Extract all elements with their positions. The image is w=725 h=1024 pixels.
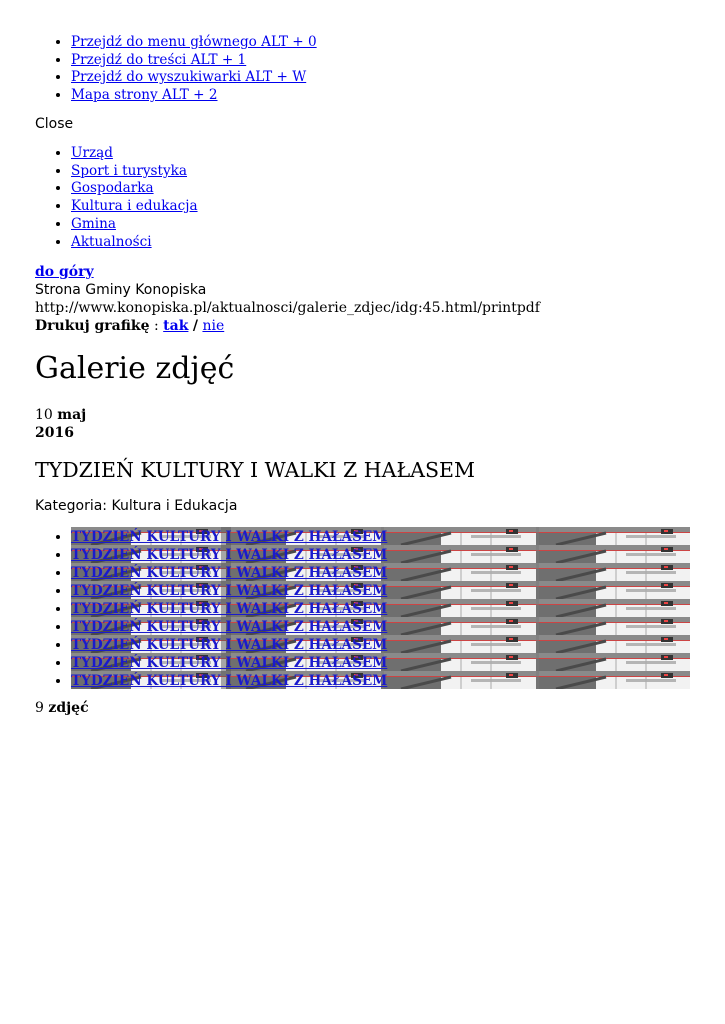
gallery-item-link[interactable]: TYDZIEŃ KULTURY I WALKI Z HAŁASEM: [71, 565, 388, 581]
date-day: 10: [35, 407, 53, 423]
nav-item: [71, 234, 198, 252]
nav-item: [71, 198, 198, 216]
list-item: [71, 618, 411, 636]
nav-item: [71, 145, 198, 163]
list-item: [71, 654, 411, 672]
photo-gallery: [35, 527, 690, 689]
gallery-item-link[interactable]: TYDZIEŃ KULTURY I WALKI Z HAŁASEM: [71, 547, 388, 563]
gallery-item-link[interactable]: TYDZIEŃ KULTURY I WALKI Z HAŁASEM: [71, 583, 388, 599]
article-date: [35, 406, 86, 442]
print-yes-link[interactable]: [163, 318, 188, 334]
article-category: Kategoria: Kultura i Edukacja: [35, 498, 238, 514]
nav-link-aktualnosci[interactable]: Aktualności: [71, 233, 152, 250]
list-item: [71, 582, 411, 600]
list-item: [71, 564, 411, 582]
nav-link-sport[interactable]: Sport i turystyka: [71, 162, 188, 179]
print-slash: /: [192, 318, 198, 334]
gallery-item-link[interactable]: TYDZIEŃ KULTURY I WALKI Z HAŁASEM: [71, 529, 388, 545]
sitemap-link[interactable]: Mapa strony ALT + 2: [71, 87, 218, 104]
article-title: TYDZIEŃ KULTURY I WALKI Z HAŁASEM: [35, 458, 475, 482]
nav-link-gospodarka[interactable]: Gospodarka: [71, 180, 154, 197]
gallery-item-link[interactable]: TYDZIEŃ KULTURY I WALKI Z HAŁASEM: [71, 673, 388, 689]
nav-link-kultura[interactable]: Kultura i edukacja: [71, 198, 198, 215]
close-button[interactable]: Close: [35, 116, 74, 132]
gallery-item-link[interactable]: TYDZIEŃ KULTURY I WALKI Z HAŁASEM: [71, 619, 388, 635]
date-year: 2016: [35, 425, 74, 441]
print-header: [35, 263, 540, 335]
nav-item: [71, 163, 198, 181]
print-yes-label: tak: [163, 318, 189, 334]
gallery-item-link[interactable]: TYDZIEŃ KULTURY I WALKI Z HAŁASEM: [71, 637, 388, 653]
photo-count-number: 9: [35, 700, 44, 716]
list-item: [71, 636, 411, 654]
skip-links: [35, 34, 317, 105]
list-item: [71, 600, 411, 618]
nav-item: [71, 180, 198, 198]
main-nav: [35, 145, 198, 251]
page-title: Galerie zdjęć: [35, 351, 235, 386]
gallery-item-link[interactable]: TYDZIEŃ KULTURY I WALKI Z HAŁASEM: [71, 601, 388, 617]
skip-link-item: [71, 34, 317, 52]
nav-item: [71, 216, 198, 234]
print-separator: :: [154, 318, 159, 334]
gallery-item-link[interactable]: TYDZIEŃ KULTURY I WALKI Z HAŁASEM: [71, 655, 388, 671]
skip-to-search-link[interactable]: Przejdź do wyszukiwarki ALT + W: [71, 69, 307, 86]
site-name: Strona Gminy Konopiska: [35, 282, 207, 298]
print-graphics-row: [35, 317, 540, 335]
nav-link-gmina[interactable]: Gmina: [71, 215, 116, 232]
skip-to-menu-link[interactable]: Przejdź do menu głównego ALT + 0: [71, 34, 317, 50]
list-item: [71, 528, 411, 546]
photo-count: [35, 700, 89, 716]
photo-count-label: zdjęć: [48, 700, 89, 716]
skip-link-item: [71, 69, 317, 87]
gallery-list: [35, 528, 411, 690]
nav-link-urzad[interactable]: Urząd: [71, 145, 113, 161]
list-item: [71, 546, 411, 564]
skip-link-item: [71, 87, 317, 105]
date-month: maj: [57, 407, 87, 423]
skip-to-content-link[interactable]: Przejdź do treści ALT + 1: [71, 51, 247, 68]
back-to-top-link[interactable]: [35, 264, 94, 280]
list-item: [71, 672, 411, 690]
page-url: http://www.konopiska.pl/aktualnosci/galerie_zdjec/idg:45.html/printpdf: [35, 300, 540, 316]
print-no-link[interactable]: nie: [202, 318, 225, 334]
print-graphics-label: Drukuj grafikę: [35, 318, 150, 334]
back-to-top-label: do góry: [35, 264, 94, 280]
skip-link-item: [71, 52, 317, 70]
